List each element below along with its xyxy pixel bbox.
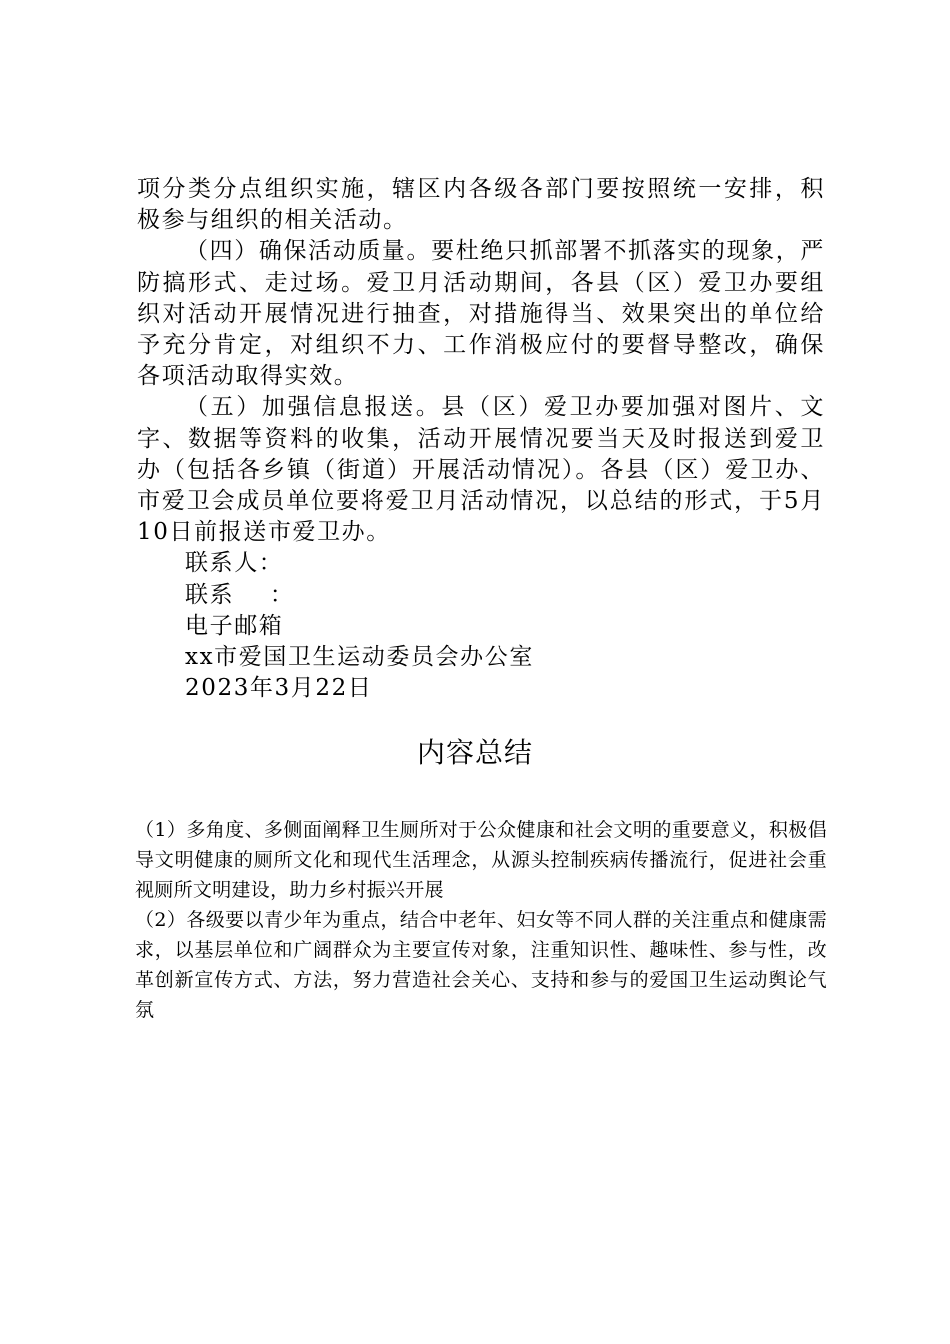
issuing-organization: xx市爱国卫生运动委员会办公室 <box>185 644 534 671</box>
contact-person-label: 联系人： <box>185 550 284 577</box>
summary-section <box>135 815 827 1025</box>
summary-item-2: （2）各级要以青少年为重点，结合中老年、妇女等不同人群的关注重点和健康需求，以基层单位和广阔群众为主要宣传对象，注重知识性、趣味性、参与性，改革创新宣传方式、方法，努力营造社会关心、支持和参与的爱国卫生运动舆论气氛 <box>135 909 827 1021</box>
contact-phone-label: 联系 ： <box>185 581 295 608</box>
summary-title: 内容总结 <box>416 736 533 769</box>
issue-date: 2023年3月22日 <box>185 675 373 702</box>
paragraph-continuation: 项分类分点组织实施，辖区内各级各部门要按照统一安排，积极参与组织的相关活动。 <box>137 176 825 234</box>
summary-item-1: （1）多角度、多侧面阐释卫生厕所对于公众健康和社会文明的重要意义，积极倡导文明健康的厕所文化和现代生活理念，从源头控制疾病传播流行，促进社会重视厕所文明建设，助力乡村振兴开展 <box>135 819 827 901</box>
notice-body <box>137 174 825 704</box>
paragraph-reporting: （五）加强信息报送。县（区）爱卫办要加强对图片、文字、数据等资料的收集，活动开展情况要当天及时报送到爱卫办（包括各乡镇（街道）开展活动情况）。各县（区）爱卫办、市爱卫会成员单位要将爱卫月活动情况，以总结的形式，于5月10日前报送市爱卫办。 <box>137 394 825 546</box>
contact-email-label: 电子邮箱 <box>185 612 284 639</box>
paragraph-quality: （四）确保活动质量。要杜绝只抓部署不抓落实的现象，严防搞形式、走过场。爱卫月活动期间，各县（区）爱卫办要组织对活动开展情况进行抽查，对措施得当、效果突出的单位给予充分肯定，对组织不力、工作消极应付的要督导整改，确保各项活动取得实效。 <box>137 238 825 390</box>
